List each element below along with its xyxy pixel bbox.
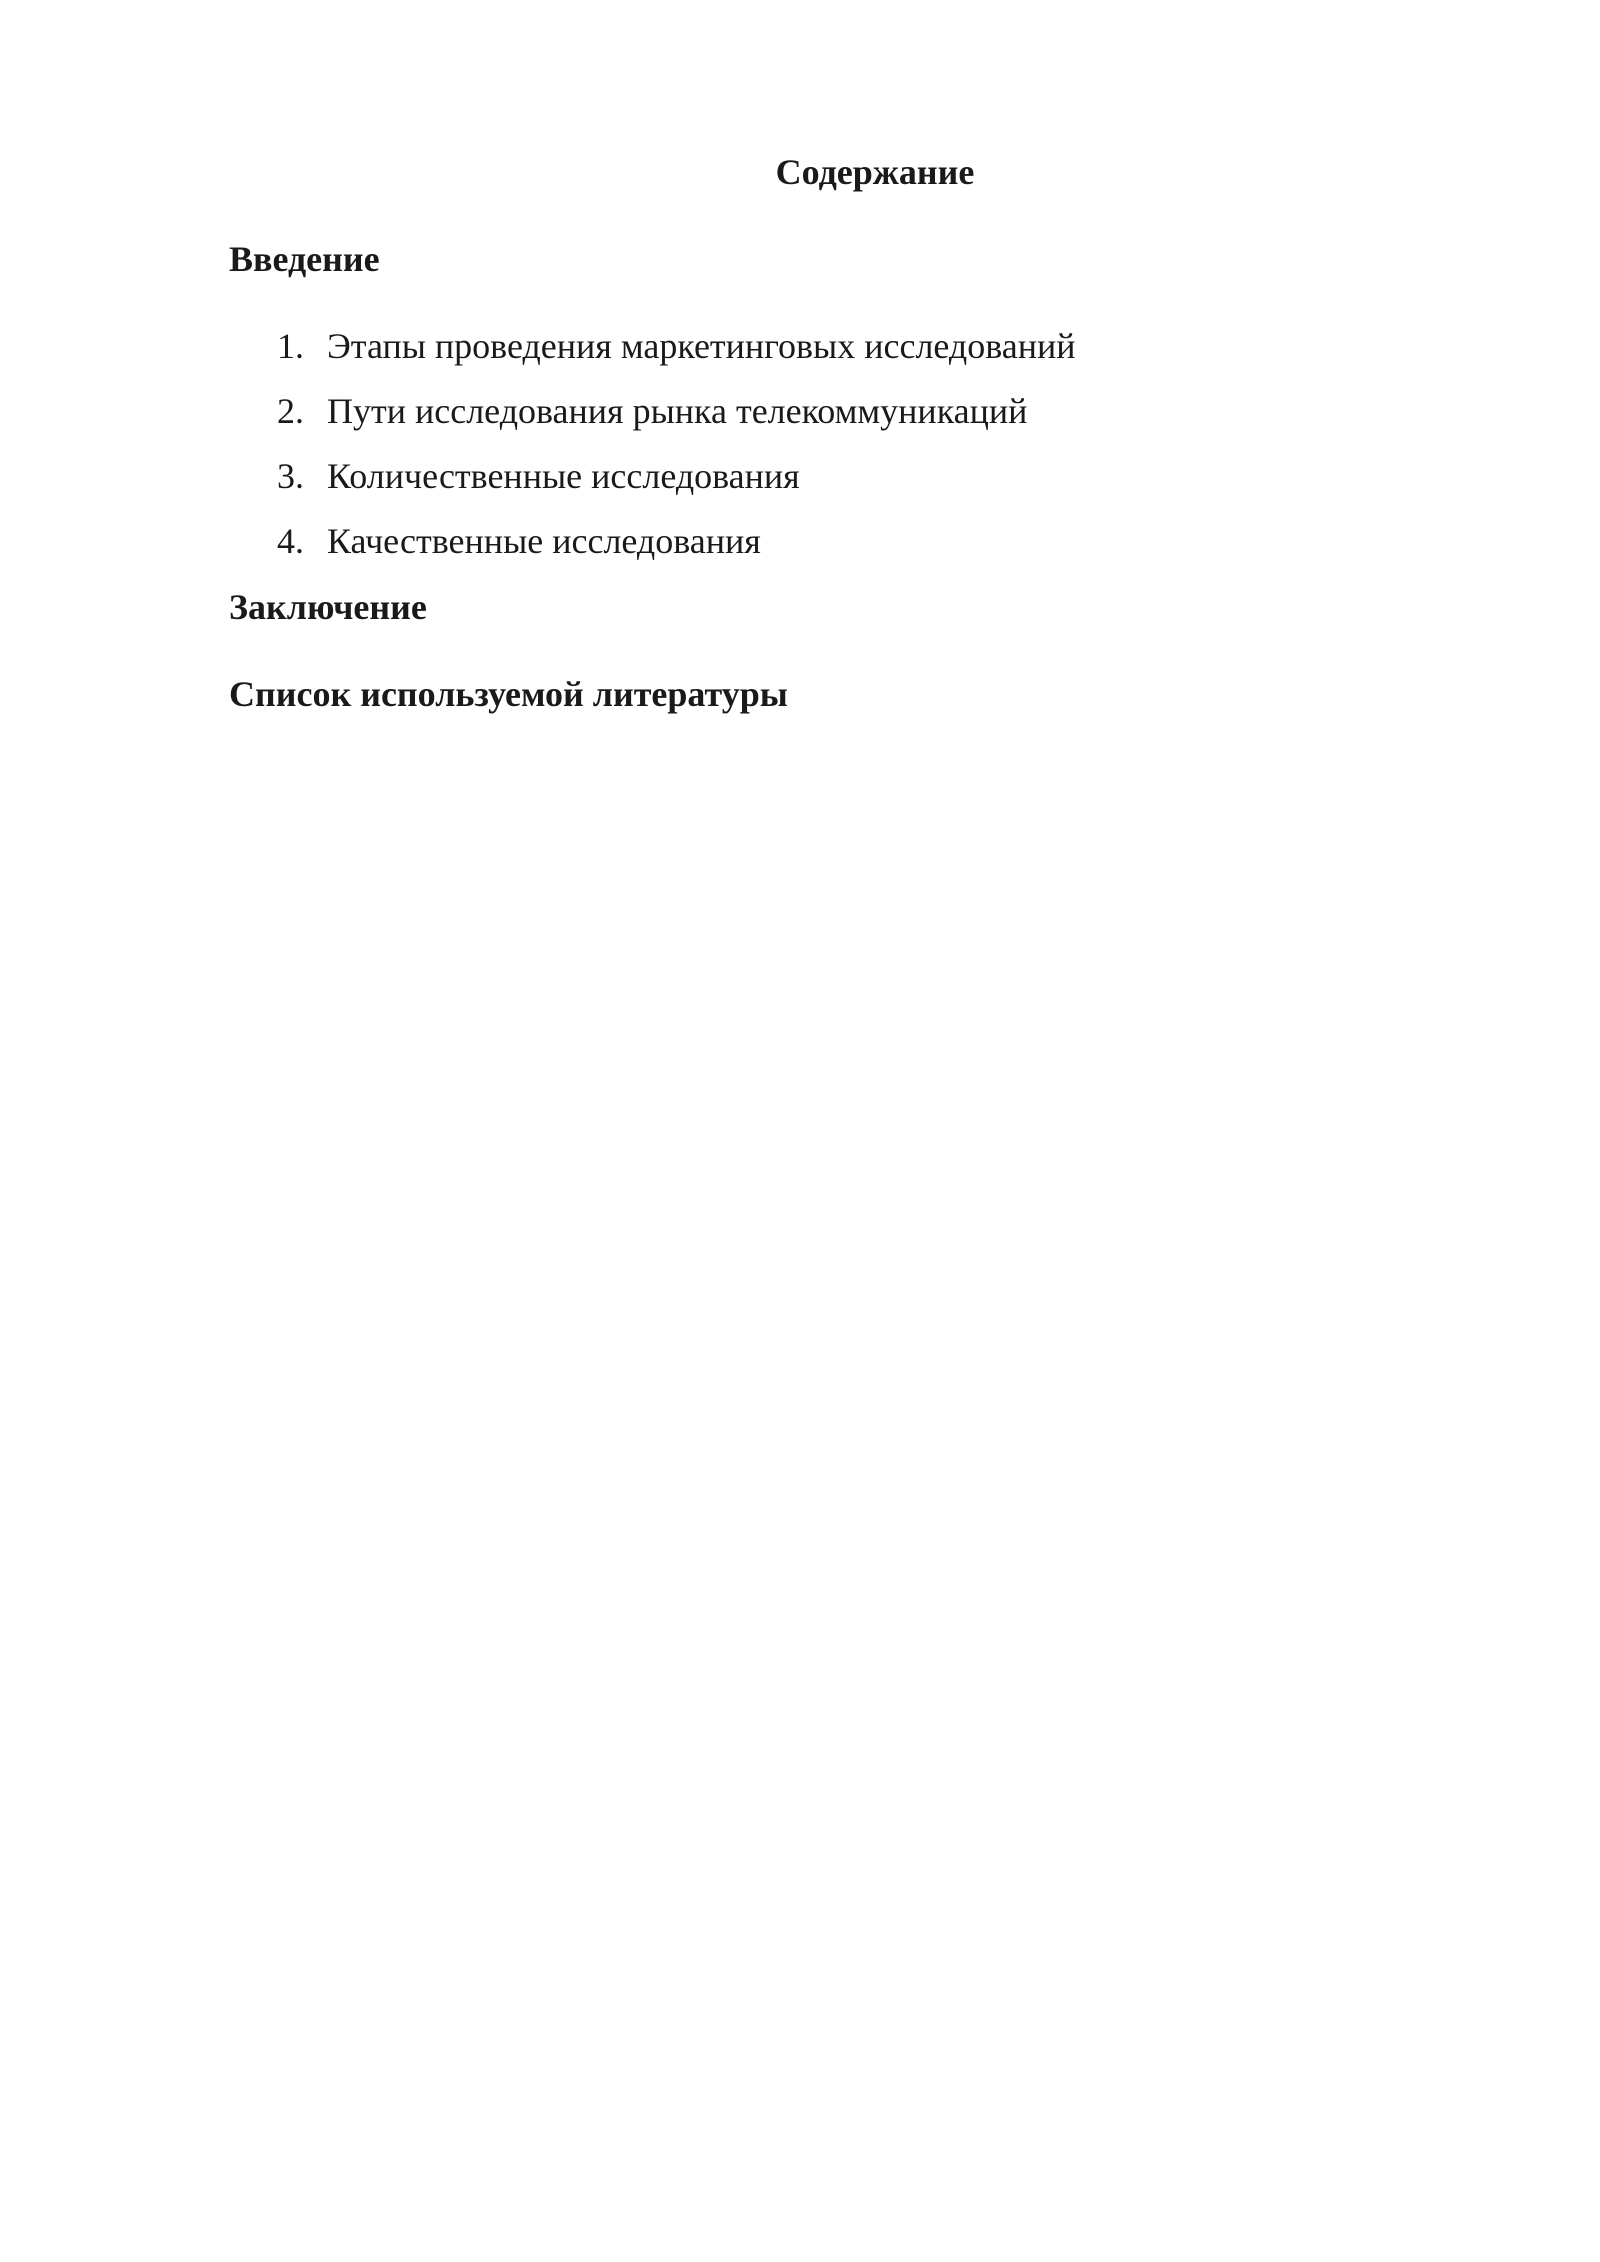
toc-item-number: 2. xyxy=(277,391,304,431)
toc-item-number: 3. xyxy=(277,456,304,496)
toc-item-number: 1. xyxy=(277,326,304,366)
toc-item-number: 4. xyxy=(277,521,304,561)
toc-heading-conclusion: Заключение xyxy=(229,587,427,627)
toc-item-text: Количественные исследования xyxy=(327,456,800,496)
page-title: Содержание xyxy=(775,152,975,192)
toc-item-text: Этапы проведения маркетинговых исследований xyxy=(327,326,1076,366)
toc-item-text: Качественные исследования xyxy=(327,521,761,561)
toc-heading-references: Список используемой литературы xyxy=(229,674,788,714)
toc-heading-introduction: Введение xyxy=(229,239,380,279)
toc-item-text: Пути исследования рынка телекоммуникаций xyxy=(327,391,1028,431)
